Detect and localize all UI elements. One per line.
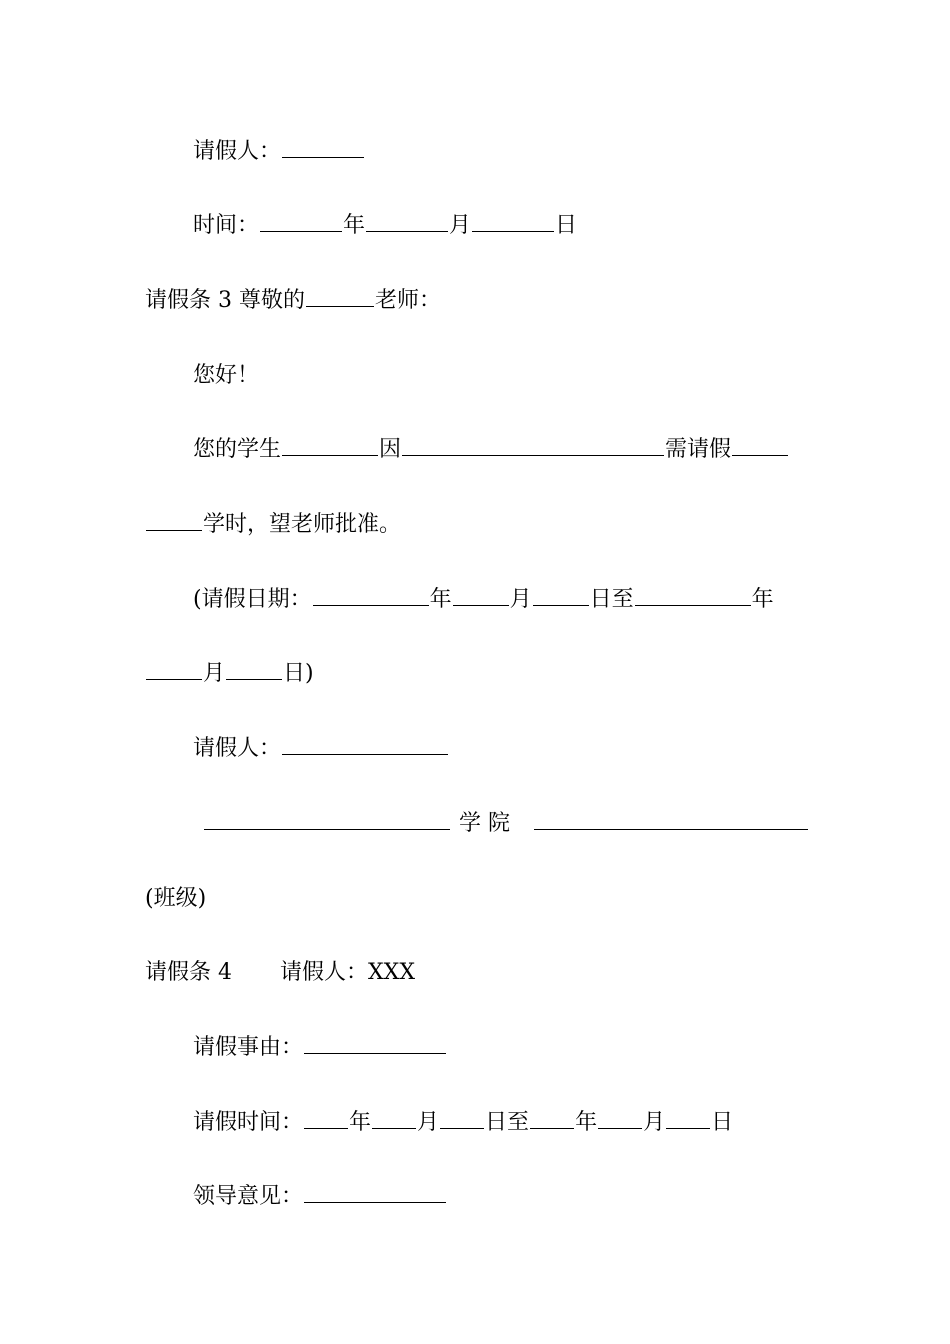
start-year-label: 年 — [429, 587, 452, 612]
hours-blank-end — [146, 529, 202, 531]
leave-time-label: 请假时间： — [193, 1110, 304, 1135]
time-end-year-blank — [530, 1127, 574, 1129]
class-label: (班级) — [145, 886, 207, 911]
time-start-day-to-label: 日至 — [485, 1110, 530, 1135]
applicant-blank — [282, 156, 364, 158]
start-day-blank — [533, 604, 589, 606]
applicant-label: 请假人： — [193, 139, 282, 164]
time-start-month-blank — [372, 1127, 416, 1129]
signature-blank — [282, 753, 448, 755]
time-start-day-blank — [440, 1127, 484, 1129]
leave-date-line — [193, 585, 774, 615]
day-label: 日 — [555, 213, 578, 238]
start-year-blank — [313, 604, 429, 606]
note4-heading: 请假条 4 — [145, 960, 232, 985]
college-blank — [204, 828, 450, 830]
end-day-label: 日) — [283, 661, 314, 686]
leave-reason-blank — [304, 1052, 446, 1054]
time-end-day-blank — [666, 1127, 710, 1129]
student-label: 您的学生 — [193, 437, 282, 462]
greeting-line — [193, 361, 259, 391]
approval-text: 学时，望老师批准。 — [203, 512, 402, 537]
hours-blank-start — [732, 454, 788, 456]
start-month-label: 月 — [509, 587, 532, 612]
signature-line — [193, 734, 449, 764]
year-label: 年 — [343, 213, 366, 238]
start-day-to-label: 日至 — [589, 587, 634, 612]
college-line — [203, 809, 809, 839]
approval-line — [145, 510, 401, 540]
student-blank — [282, 454, 378, 456]
year-blank — [260, 230, 342, 232]
time-end-month-blank — [598, 1127, 642, 1129]
time-start-year-label: 年 — [349, 1110, 372, 1135]
note4-heading-line — [145, 958, 415, 988]
date-label: 时间： — [193, 213, 260, 238]
leader-opinion-label: 领导意见： — [193, 1184, 304, 1209]
leave-date-label: (请假日期： — [193, 587, 312, 612]
note3-heading: 请假条 3 尊敬的 — [145, 288, 305, 313]
class-blank — [534, 828, 808, 830]
student-line — [193, 435, 789, 465]
reason-label: 因 — [379, 437, 402, 462]
end-year-blank — [635, 604, 751, 606]
start-month-blank — [453, 604, 509, 606]
end-month-blank — [146, 678, 202, 680]
leave-time-line — [193, 1108, 733, 1138]
need-leave-label: 需请假 — [665, 437, 732, 462]
time-end-year-label: 年 — [575, 1110, 598, 1135]
date-line — [193, 211, 577, 241]
greeting: 您好！ — [193, 363, 260, 388]
leave-date-cont-line — [145, 659, 314, 689]
college-label: 学 院 — [459, 811, 510, 836]
note3-heading-line — [145, 286, 441, 316]
teacher-blank — [306, 305, 374, 307]
time-start-year-blank — [304, 1127, 348, 1129]
month-blank — [366, 230, 448, 232]
time-end-day-label: 日 — [711, 1110, 734, 1135]
note4-person-value: XXX — [368, 960, 416, 985]
day-blank — [472, 230, 554, 232]
class-line — [145, 884, 206, 914]
teacher-suffix: 老师： — [374, 288, 441, 313]
month-label: 月 — [449, 213, 472, 238]
note4-person-label: 请假人： — [280, 960, 369, 985]
leave-reason-label: 请假事由： — [193, 1035, 304, 1060]
reason-blank — [402, 454, 664, 456]
end-day-blank — [226, 678, 282, 680]
leader-opinion-blank — [304, 1201, 446, 1203]
signature-label: 请假人： — [193, 736, 282, 761]
end-month-label: 月 — [203, 661, 226, 686]
reason-line — [193, 1033, 447, 1063]
time-end-month-label: 月 — [643, 1110, 666, 1135]
opinion-line — [193, 1182, 447, 1212]
time-start-month-label: 月 — [417, 1110, 440, 1135]
end-year-label: 年 — [751, 587, 774, 612]
applicant-line — [193, 137, 365, 167]
